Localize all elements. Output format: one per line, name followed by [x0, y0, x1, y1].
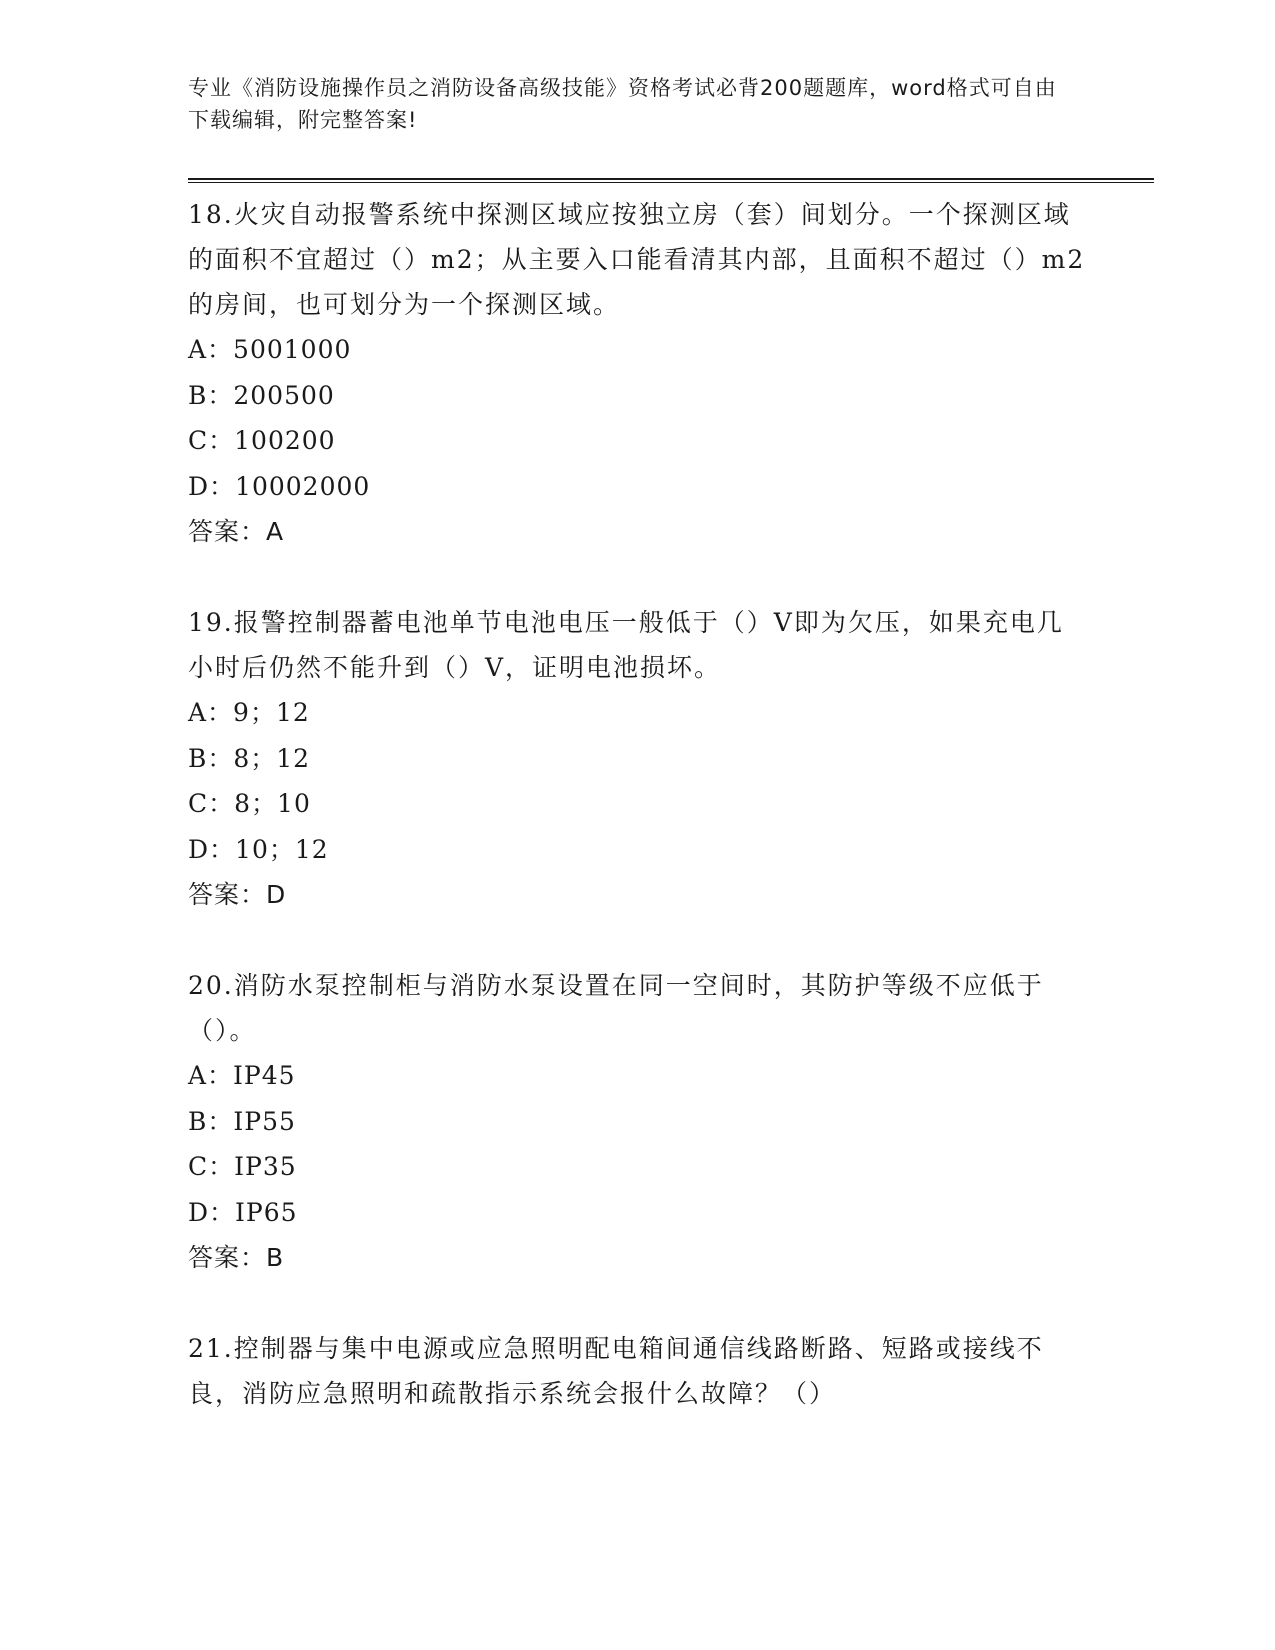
question-stem: 19.报警控制器蓄电池单节电池电压一般低于（）V即为欠压，如果充电几小时后仍然不能升到（）V，证明电池损坏。 — [188, 608, 1064, 682]
option-a: A：5001000 — [188, 335, 352, 364]
question-19 — [188, 600, 1088, 917]
option-b: B：IP55 — [188, 1106, 296, 1136]
option-a: A：IP45 — [188, 1061, 296, 1090]
question-18 — [188, 192, 1088, 554]
answer-line: 答案：D — [188, 880, 287, 909]
option-a: A：9；12 — [188, 698, 310, 727]
option-c: C：100200 — [188, 426, 336, 455]
option-b: B：8；12 — [188, 743, 311, 773]
question-stem: 21.控制器与集中电源或应急照明配电箱间通信线路断路、短路或接线不良，消防应急照明和疏散指示系统会报什么故障？（） — [188, 1334, 1044, 1408]
option-c: C：IP35 — [188, 1152, 297, 1181]
option-d: D：10；12 — [188, 834, 329, 864]
question-list — [188, 192, 1088, 1462]
question-stem: 18.火灾自动报警系统中探测区域应按独立房（套）间划分。一个探测区域的面积不宜超过（）m2；从主要入口能看清其内部，且面积不超过（）m2的房间，也可划分为一个探测区域。 — [188, 200, 1086, 319]
option-b: B：200500 — [188, 380, 335, 410]
question-stem: 20.消防水泵控制柜与消防水泵设置在同一空间时，其防护等级不应低于（）。 — [188, 971, 1044, 1045]
option-d: D：10002000 — [188, 471, 371, 501]
option-d: D：IP65 — [188, 1197, 298, 1227]
header-divider-thick — [188, 178, 1154, 180]
option-c: C：8；10 — [188, 789, 311, 818]
question-21 — [188, 1326, 1088, 1416]
answer-line: 答案：B — [188, 1243, 285, 1272]
document-header: 专业《消防设施操作员之消防设备高级技能》资格考试必背200题题库，word格式可自由下载编辑，附完整答案! — [188, 76, 1057, 132]
header-divider-thin — [188, 182, 1154, 183]
answer-line: 答案：A — [188, 517, 285, 546]
question-20 — [188, 963, 1088, 1280]
